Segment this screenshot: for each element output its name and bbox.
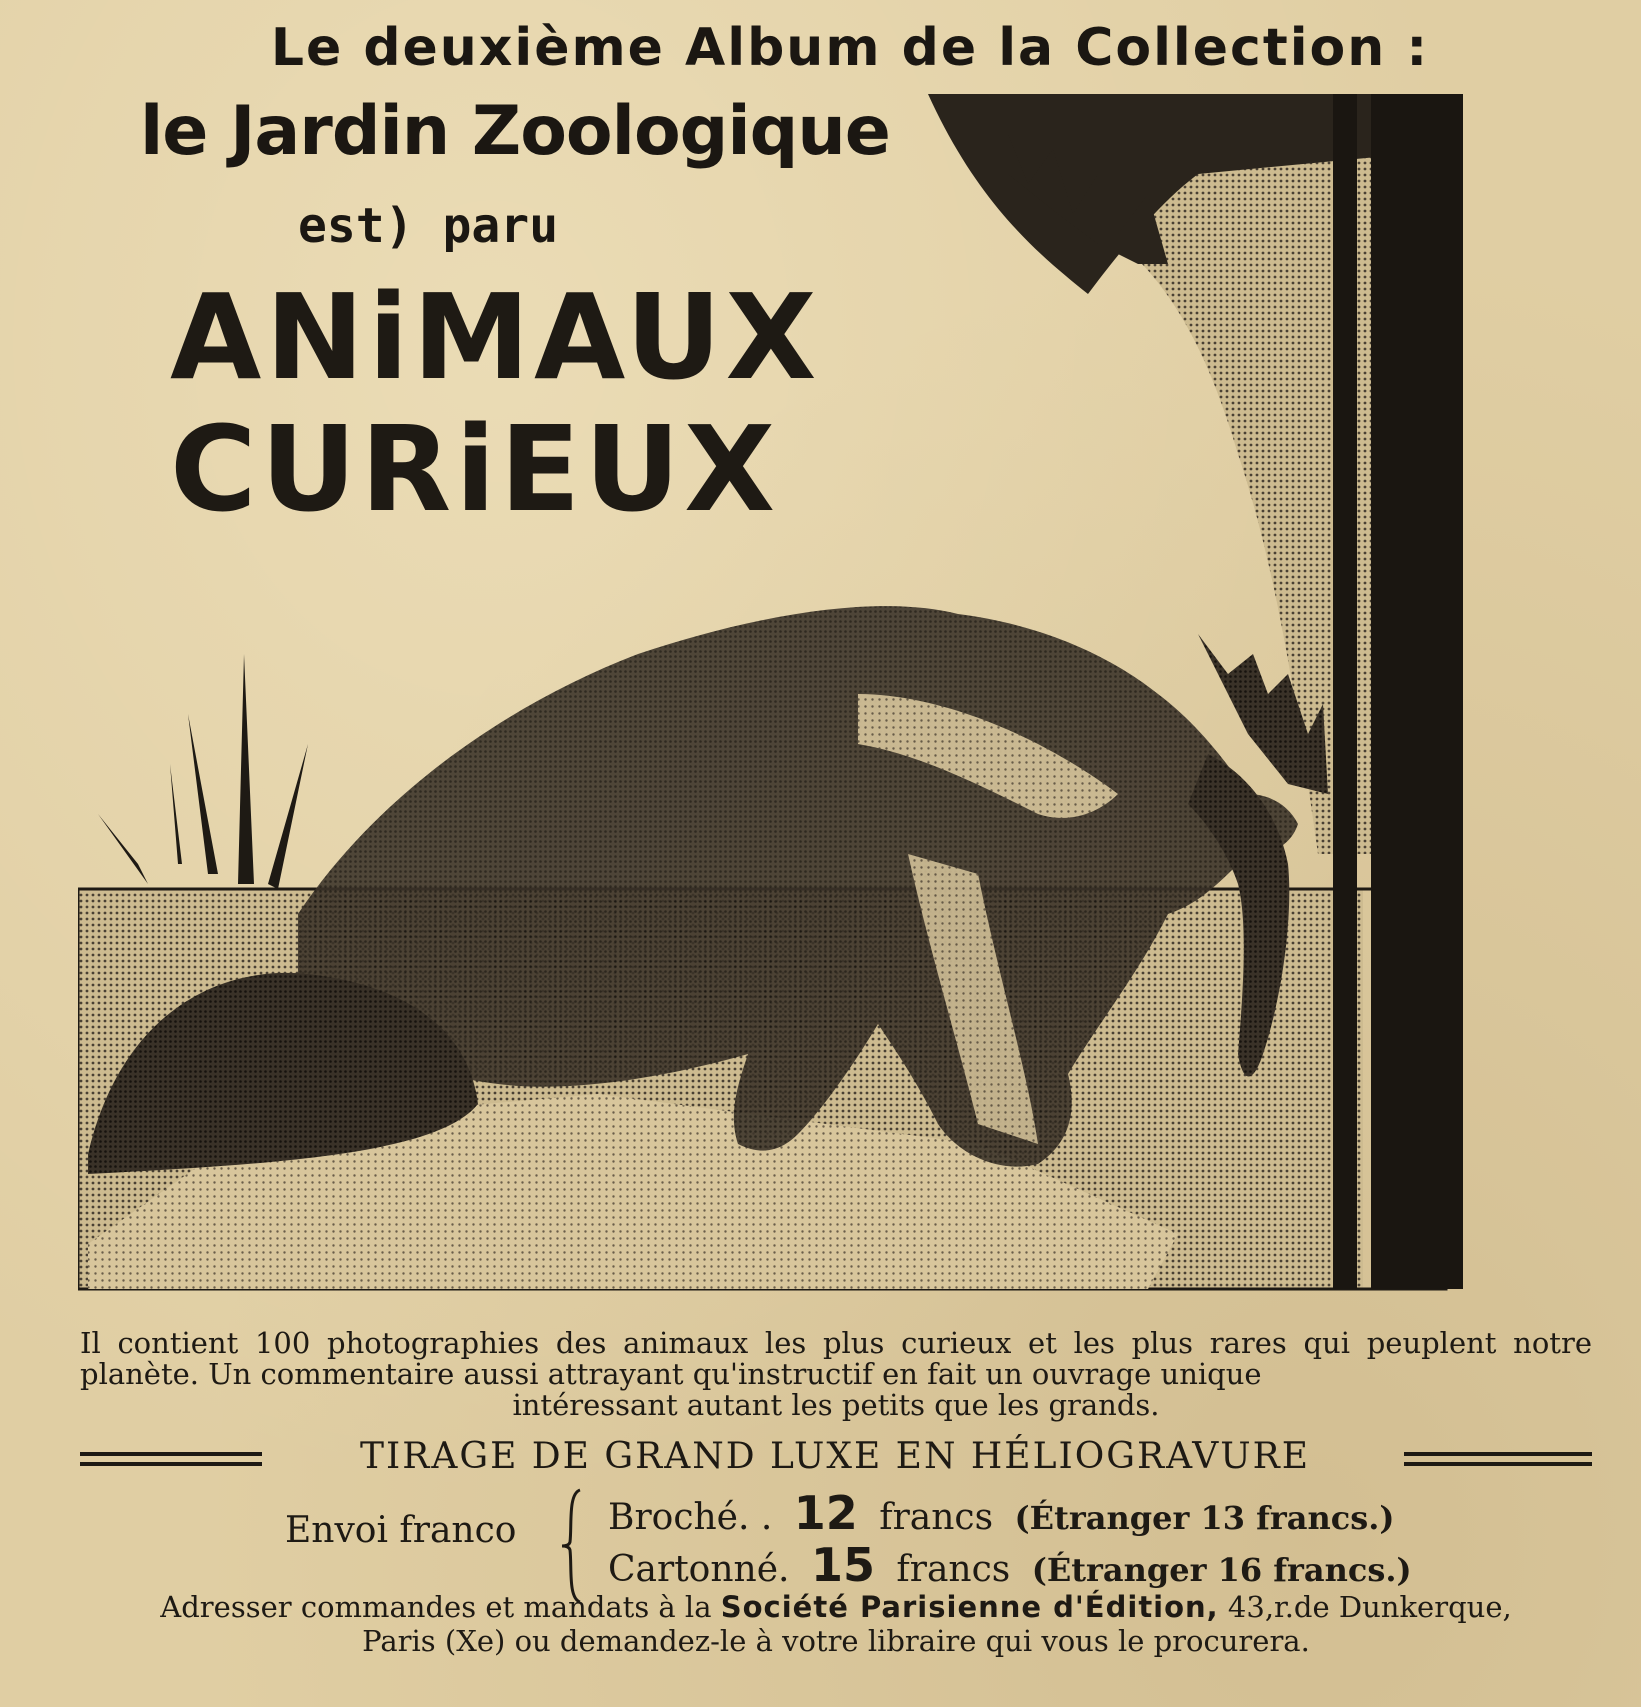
price-foreign: (Étranger 13 francs.) bbox=[1014, 1499, 1395, 1537]
publisher-name: Société Parisienne d'Édition, bbox=[720, 1590, 1219, 1624]
description-paragraph bbox=[80, 1328, 1592, 1421]
price-value: 15 bbox=[810, 1538, 875, 1592]
price-row-cartonne bbox=[608, 1538, 1412, 1592]
price-foreign: (Étranger 16 francs.) bbox=[1031, 1551, 1412, 1589]
tirage-heading: TIRAGE DE GRAND LUXE EN HÉLIOGRAVURE bbox=[359, 1436, 1311, 1477]
vertical-bar-thin bbox=[1333, 94, 1357, 1289]
grass-blades bbox=[98, 654, 308, 889]
album-title-line1: ANiMAUX bbox=[170, 268, 821, 406]
curly-brace bbox=[560, 1486, 586, 1606]
envoi-franco-label: Envoi franco bbox=[285, 1510, 517, 1551]
price-unit: francs bbox=[896, 1549, 1011, 1590]
order-address bbox=[80, 1590, 1592, 1658]
headline-est-paru: est) paru bbox=[298, 198, 559, 254]
album-title-line2: CURiEUX bbox=[170, 400, 780, 538]
headline-collection: Le deuxième Album de la Collection : bbox=[270, 18, 1430, 78]
headline-jardin-zoologique: le Jardin Zoologique bbox=[140, 92, 890, 171]
price-label: Broché. . bbox=[608, 1497, 773, 1538]
tirage-row bbox=[80, 1436, 1592, 1482]
double-rule-right bbox=[1404, 1452, 1592, 1466]
vertical-bar-wide bbox=[1371, 94, 1463, 1289]
description-last-line: intéressant autant les petits que les grands. bbox=[512, 1388, 1160, 1422]
address-line1 bbox=[80, 1590, 1592, 1624]
address-line1-pre: Adresser commandes et mandats à la bbox=[160, 1590, 712, 1624]
price-row-broche bbox=[608, 1486, 1395, 1540]
address-street: 43,r.de Dunkerque, bbox=[1227, 1590, 1512, 1624]
price-label: Cartonné. bbox=[608, 1549, 790, 1590]
description-text: Il contient 100 photographies des animaux les plus curieux et les plus rares qui peuplent notre planète. Un commentaire aussi attrayant qu'instructif en fait un ouvrage unique bbox=[80, 1326, 1592, 1391]
double-rule-left bbox=[80, 1452, 262, 1466]
address-line2: Paris (Xe) ou demandez-le à votre libraire qui vous le procurera. bbox=[362, 1624, 1310, 1658]
price-unit: francs bbox=[879, 1497, 994, 1538]
price-value: 12 bbox=[793, 1486, 858, 1540]
